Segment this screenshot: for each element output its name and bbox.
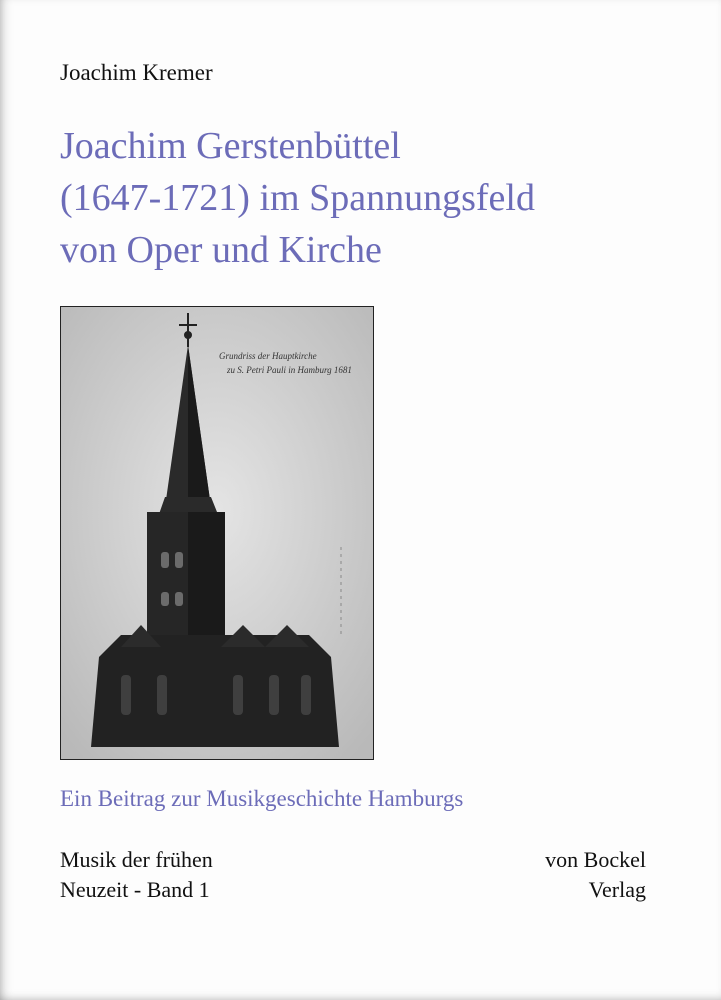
book-title: [60, 120, 680, 276]
caption-line: zu S. Petri Pauli in Hamburg 1681: [227, 365, 352, 375]
author-name: Joachim Kremer: [60, 60, 213, 85]
book-subtitle: Ein Beitrag zur Musikgeschichte Hamburgs: [60, 786, 464, 811]
title-line: von Oper und Kirche: [60, 229, 382, 271]
caption-line: Grundriss der Hauptkirche: [219, 351, 317, 361]
title-line: (1647-1721) im Spannungsfeld: [60, 177, 535, 219]
series-info: [60, 845, 213, 905]
publisher-line: von Bockel: [545, 847, 646, 872]
title-line: Joachim Gerstenbüttel: [60, 125, 401, 167]
series-line: Musik der frühen: [60, 847, 213, 872]
publisher-line: Verlag: [588, 877, 646, 902]
church-illustration: [60, 306, 374, 760]
church-drawing: [61, 307, 373, 759]
publisher: [545, 845, 646, 905]
series-line: Neuzeit - Band 1: [60, 877, 210, 902]
